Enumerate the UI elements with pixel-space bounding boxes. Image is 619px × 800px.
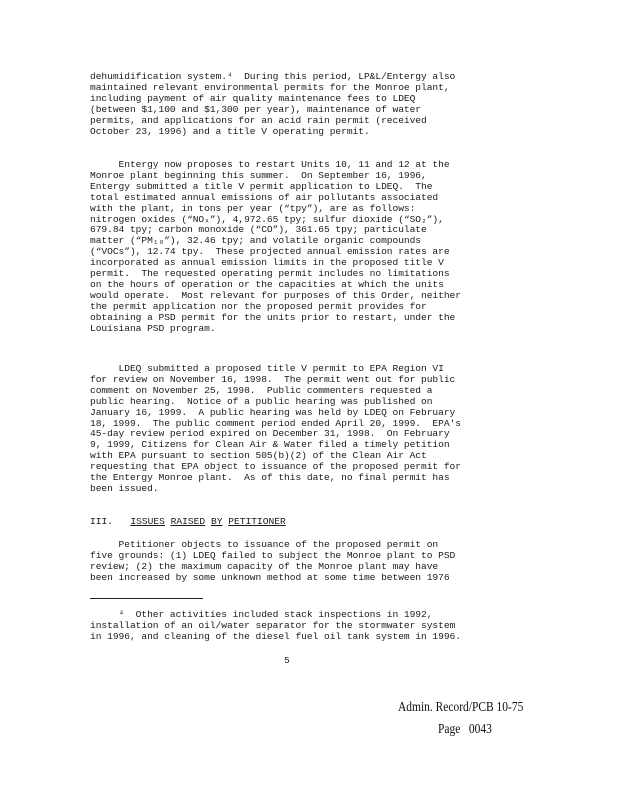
text-line: Louisiana PSD program. — [90, 322, 216, 334]
text-line: comment on November 25, 1998. Public commenters requested a — [90, 384, 433, 396]
text-line: incorporated as annual emission limits in the proposed title V — [90, 257, 444, 269]
paragraph-3 — [90, 364, 510, 495]
heading-word: BY — [210, 516, 223, 527]
section-number: III. — [90, 516, 114, 527]
page-number: 5 — [284, 655, 290, 666]
text-line: obtaining a PSD permit for the units prior to restart, under the — [90, 311, 456, 323]
text-line: Entergy submitted a title V permit application to LDEQ. The — [90, 180, 433, 192]
text-line: 9, 1999, Citizens for Clean Air & Water filed a timely petition — [90, 439, 450, 451]
admin-record-stamp: Admin. Record/PCB 10-75 — [398, 700, 524, 715]
text-line: nitrogen oxides (“NOₓ”), 4,972.65 tpy; sulfur dioxide (“SO₂”), — [90, 213, 444, 225]
text-line: permits, and applications for an acid rain permit (received — [90, 114, 427, 126]
text-line: Monroe plant beginning this summer. On September 16, 1996, — [90, 169, 427, 181]
text-line: installation of an oil/water separator for the stormwater system — [90, 619, 456, 631]
text-line: total estimated annual emissions of air pollutants associated — [90, 191, 439, 203]
text-line: Petitioner objects to issuance of the proposed permit on — [90, 539, 439, 550]
footnote — [90, 610, 510, 643]
heading-word: RAISED — [170, 516, 206, 527]
text-line: in 1996, and cleaning of the diesel fuel oil tank system in 1996. — [90, 630, 461, 642]
text-line: on the hours of operation or the capacities at which the units — [90, 278, 444, 290]
text-line: 45-day review period expired on December 31, 1998. On February — [90, 428, 450, 440]
paragraph-4 — [90, 540, 510, 584]
text-line: dehumidification system.⁴ During this period, LP&L/Entergy also — [90, 71, 456, 82]
text-line: (between $1,100 and $1,300 per year), maintenance of water — [90, 103, 422, 115]
text-line: permit. The requested operating permit includes no limitations — [90, 268, 450, 280]
text-line: been issued. — [90, 482, 159, 494]
text-line: LDEQ submitted a proposed title V permit to EPA Region VI — [90, 363, 444, 374]
text-line: with EPA pursuant to section 505(b)(2) of the Clean Air Act — [90, 450, 427, 462]
paragraph-2 — [90, 160, 510, 335]
text-line: Entergy now proposes to restart Units 10, 11 and 12 at the — [90, 159, 450, 170]
text-line: review; (2) the maximum capacity of the Monroe plant may have — [90, 560, 439, 572]
text-line: been increased by some unknown method at some time between 1976 — [90, 571, 450, 583]
text-line: with the plant, in tons per year (“tpy”), are as follows: — [90, 202, 416, 214]
text-line: maintained relevant environmental permits for the Monroe plant, — [90, 81, 450, 93]
text-line: (“VOCs”), 12.74 tpy. These projected annual emission rates are — [90, 246, 450, 258]
text-line: would operate. Most relevant for purposes of this Order, neither — [90, 289, 461, 301]
text-line: five grounds: (1) LDEQ failed to subject the Monroe plant to PSD — [90, 549, 456, 561]
paragraph-1 — [90, 72, 510, 137]
text-line: October 23, 1996) and a title V operating permit. — [90, 125, 370, 137]
footnote-separator — [90, 598, 203, 599]
page-stamp: Page 0043 — [438, 722, 492, 737]
heading-word: PETITIONER — [228, 516, 286, 527]
text-line: the Entergy Monroe plant. As of this date, no final permit has — [90, 472, 450, 484]
text-line: including payment of air quality maintenance fees to LDEQ — [90, 92, 416, 104]
text-line: ⁴ Other activities included stack inspections in 1992, — [90, 609, 433, 620]
text-line: 18, 1999. The public comment period ended April 20, 1999. EPA's — [90, 417, 461, 429]
text-line: January 16, 1999. A public hearing was held by LDEQ on February — [90, 406, 456, 418]
text-line: the permit application nor the proposed permit provides for — [90, 300, 427, 312]
section-heading — [90, 516, 286, 527]
text-line: requesting that EPA object to issuance of the proposed permit for — [90, 461, 461, 473]
text-line: 679.84 tpy; carbon monoxide (“CO”), 361.65 tpy; particulate — [90, 224, 427, 236]
heading-word: ISSUES — [130, 516, 165, 527]
text-line: matter (“PM₁₀”), 32.46 tpy; and volatile organic compounds — [90, 235, 422, 247]
text-line: public hearing. Notice of a public hearing was published on — [90, 395, 433, 407]
text-line: for review on November 16, 1998. The permit went out for public — [90, 373, 456, 385]
